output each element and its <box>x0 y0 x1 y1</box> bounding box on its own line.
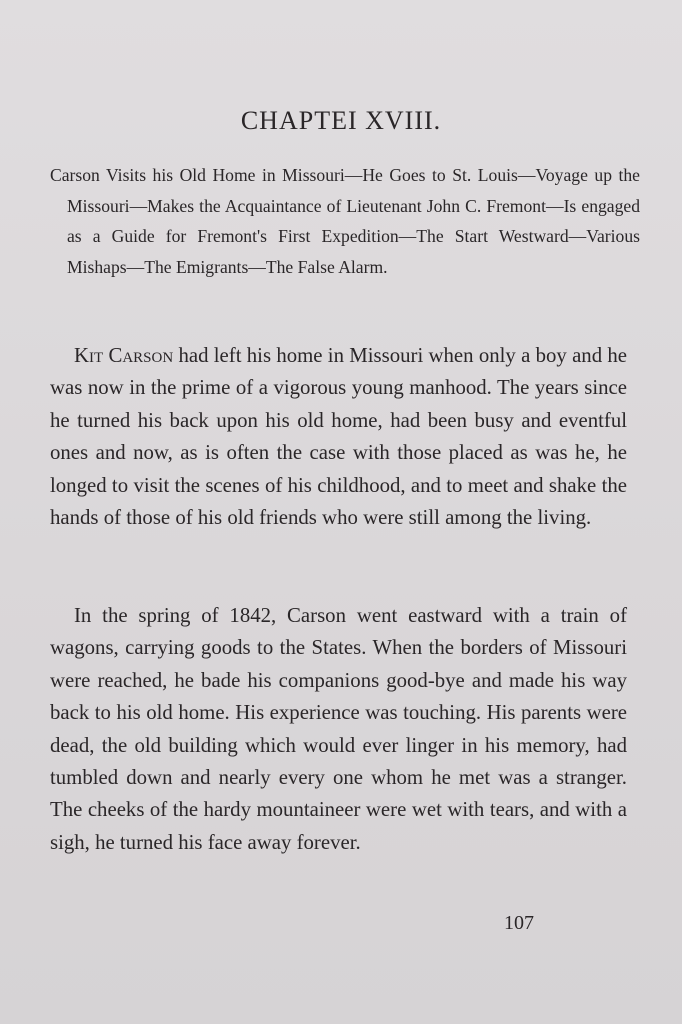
chapter-title: CHAPTEI XVIII. <box>240 106 442 135</box>
paragraph-1-text: had left his home in Missouri when only a boy and he was now in the prime of a vigorous young manhood. The years since he turned his back upon his old home, had been busy and eventful ones and now, as is often the case with those placed as was he, he longed to visit the scenes of his childhood, and to meet and shake the hands of those of his old friends who were still among the living. <box>50 344 628 530</box>
paragraph-lead-name: Kit Carson <box>74 344 174 367</box>
page-number: 107 <box>504 912 534 934</box>
chapter-synopsis: Carson Visits his Old Home in Missouri—He Goes to St. Louis—Voyage up the Missouri—Makes the Acquaintance of Lieutenant John C. Fremont—Is engaged as a Guide for Fremont's First Expedition—The Start Westward—Various Mishaps—The Emigrants—The False Alarm. <box>50 165 640 277</box>
body-paragraph-2: In the spring of 1842, Carson went eastward with a train of wagons, carrying goods to the States. When the borders of Missouri were reached, he bade his companions good-bye and made his way back to his old home. His experience was touching. His parents were dead, the old building which would ever linger in his memory, had tumbled down and nearly every one whom he met was a stranger. The cheeks of the hardy mountaineer were wet with tears, and with a sigh, he turned his face away forever. <box>50 604 627 854</box>
body-paragraph-1 <box>50 340 627 534</box>
